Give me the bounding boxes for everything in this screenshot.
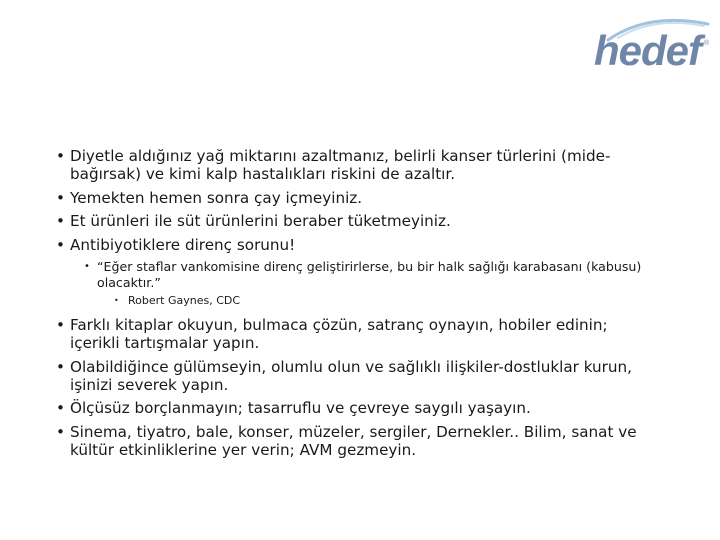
slide-content <box>56 147 656 464</box>
bullet-item: • Et ürünleri ile süt ürünlerini beraber tüketmeyiniz. <box>56 212 656 230</box>
bullet-item: • Diyetle aldığınız yağ miktarını azaltmanız, belirli kanser türlerini (mide-bağırsak) ve kimi kalp hastalıkları riskini de azaltır. <box>56 147 656 183</box>
bullet-item: • Sinema, tiyatro, bale, konser, müzeler, sergiler, Dernekler.. Bilim, sanat ve kültür etkinliklerine yer verin; AVM gezmeyin. <box>56 423 656 459</box>
quote-bullet: • “Eğer staflar vankomisine direnç geliştirirlerse, bu bir halk sağlığı karabasanı (kabusu) olacaktır.” <box>84 259 656 290</box>
bullet-item: • Antibiyotiklere direnç sorunu! <box>56 236 656 254</box>
bullet-item: • Olabildiğince gülümseyin, olumlu olun ve sağlıklı ilişkiler-dostluklar kurun, işinizi severek yapın. <box>56 358 656 394</box>
logo-registered-mark: ® <box>704 40 710 47</box>
logo-text: hedef <box>594 27 702 74</box>
bullet-item: • Yemekten hemen sonra çay içmeyiniz. <box>56 189 656 207</box>
quote-source: • Robert Gaynes, CDC <box>114 294 656 308</box>
bullet-item: • Ölçüsüz borçlanmayın; tasarruflu ve çevreye saygılı yaşayın. <box>56 399 656 417</box>
bullet-item: • Farklı kitaplar okuyun, bulmaca çözün, satranç oynayın, hobiler edinin; içerikli tartışmalar yapın. <box>56 316 656 352</box>
